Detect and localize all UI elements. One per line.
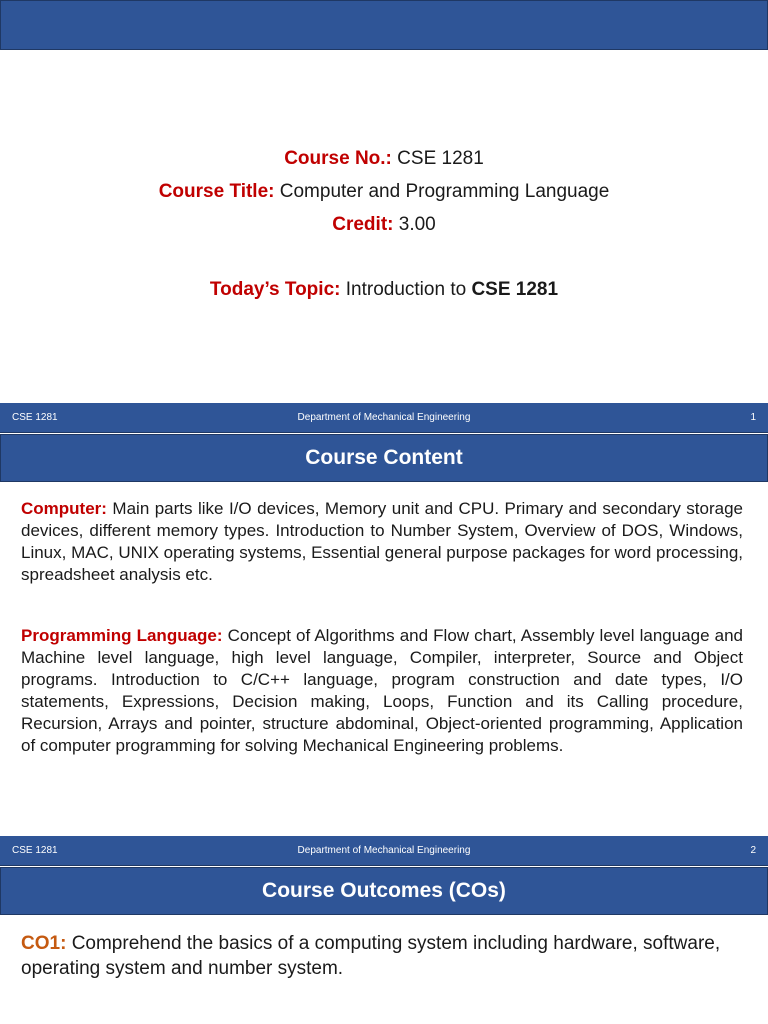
course-title-value: Computer and Programming Language bbox=[279, 181, 610, 202]
topic-label: Today’s Topic: bbox=[209, 279, 341, 300]
course-title-line bbox=[0, 175, 768, 208]
footer-page-number: 2 bbox=[750, 845, 756, 856]
slide1-top-band bbox=[0, 0, 768, 50]
topic-line bbox=[0, 273, 768, 306]
programming-label: Programming Language: bbox=[21, 626, 223, 645]
slide3-title: Course Outcomes (COs) bbox=[0, 867, 768, 915]
topic-course: CSE 1281 bbox=[471, 279, 559, 300]
computer-text: Main parts like I/O devices, Memory unit and CPU. Primary and secondary storage devices, different memory types. Introduction to Number System, Overview of DOS, Windows, Linux, MAC, UNIX operating systems, Essential general purpose packages for word processing, spreadsheet analysis etc. bbox=[21, 499, 743, 584]
footer-department: Department of Mechanical Engineering bbox=[297, 412, 471, 423]
programming-paragraph bbox=[21, 625, 743, 757]
credit-line bbox=[0, 208, 768, 241]
slide2-footer bbox=[0, 836, 768, 866]
programming-text: Concept of Algorithms and Flow chart, Assembly level language and Machine level language, high level language, Compiler, interpreter, Source and Object programs. Introduction to C/C++ language, program construction and date types, I/O statements, Expressions, Decision making, Loops, Function and its Calling procedure, Recursion, Arrays and pointer, structure abdominal, Object-oriented programming, Application of computer programming for solving Mechanical Engineering problems. bbox=[21, 626, 743, 755]
computer-paragraph bbox=[21, 498, 743, 586]
computer-label: Computer: bbox=[21, 499, 107, 518]
slide1-course-info bbox=[0, 142, 768, 306]
course-no-line bbox=[0, 142, 768, 175]
slide1-footer bbox=[0, 403, 768, 433]
footer-course: CSE 1281 bbox=[12, 412, 58, 423]
footer-course: CSE 1281 bbox=[12, 845, 58, 856]
co1-label: CO1: bbox=[21, 933, 67, 954]
course-no-value: CSE 1281 bbox=[397, 148, 484, 169]
footer-page-number: 1 bbox=[750, 412, 756, 423]
topic-prefix: Introduction to bbox=[345, 279, 467, 300]
co1-paragraph bbox=[21, 931, 743, 981]
credit-label: Credit: bbox=[332, 214, 394, 235]
course-title-label: Course Title: bbox=[158, 181, 275, 202]
slide2-title: Course Content bbox=[0, 434, 768, 482]
co1-text: Comprehend the basics of a computing system including hardware, software, operating system and number system. bbox=[21, 933, 721, 979]
footer-department: Department of Mechanical Engineering bbox=[297, 845, 471, 856]
credit-value: 3.00 bbox=[398, 214, 436, 235]
course-no-label: Course No.: bbox=[284, 148, 392, 169]
